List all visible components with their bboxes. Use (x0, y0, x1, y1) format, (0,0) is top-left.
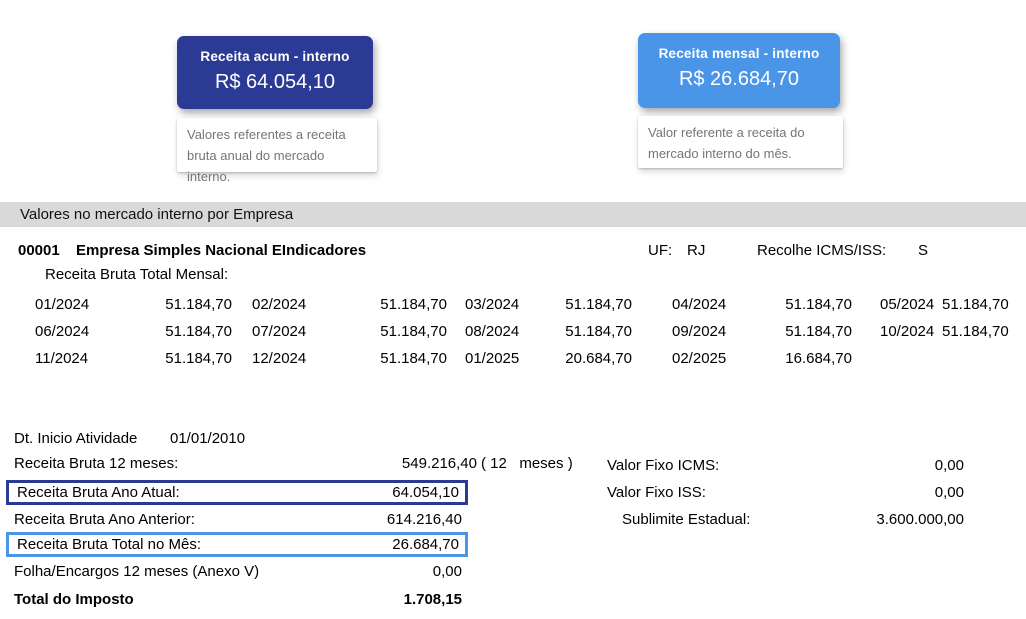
folha-encargos-value: 0,00 (432, 563, 462, 580)
card-accumulated-revenue[interactable] (177, 36, 373, 109)
folha-encargos-label: Folha/Encargos 12 meses (Anexo V) (14, 563, 260, 580)
dt-inicio-atividade-label: Dt. Inicio Atividade (14, 430, 138, 447)
value-cell: 51.184,70 (565, 296, 632, 313)
value-cell: 51.184,70 (942, 296, 1009, 313)
recolhe-icms-iss-value: S (918, 242, 929, 259)
valor-fixo-icms-value: 0,00 (934, 457, 964, 474)
highlight-box-receita-total-mes (6, 532, 468, 557)
card-accumulated-value: R$ 64.054,10 (214, 71, 336, 93)
card-monthly-value: R$ 26.684,70 (678, 68, 800, 90)
company-code: 00001 (18, 242, 60, 259)
card-accumulated-description: Valores referentes a receita bruta anual do mercado interno. (177, 118, 377, 172)
sublimite-estadual-label: Sublimite Estadual: (622, 511, 751, 528)
uf-value: RJ (687, 242, 706, 259)
receita-12-meses-label: Receita Bruta 12 meses: (14, 455, 179, 472)
value-cell (942, 345, 1005, 372)
month-cell: 10/2024 (880, 323, 935, 340)
month-cell: 08/2024 (465, 323, 520, 340)
month-cell: 03/2024 (465, 296, 520, 313)
card-monthly-description: Valor referente a receita do mercado interno do mês. (638, 116, 843, 168)
receita-ano-anterior-label: Receita Bruta Ano Anterior: (14, 511, 195, 528)
receita-12-meses-value: 549.216,40 (401, 455, 477, 472)
value-cell: 51.184,70 (942, 323, 1009, 340)
receita-12-meses-suffix: ( 12 meses ) (481, 455, 573, 472)
value-cell: 51.184,70 (165, 323, 232, 340)
uf-label: UF: (648, 242, 673, 259)
value-cell: 51.184,70 (565, 323, 632, 340)
monthly-revenue-label: Receita Bruta Total Mensal: (45, 266, 229, 283)
value-cell: 51.184,70 (785, 323, 852, 340)
valor-fixo-icms-label: Valor Fixo ICMS: (607, 457, 720, 474)
month-cell: 07/2024 (252, 323, 307, 340)
value-cell: 51.184,70 (380, 296, 447, 313)
month-cell: 01/2024 (35, 296, 90, 313)
month-cell: 01/2025 (465, 350, 520, 367)
value-cell: 16.684,70 (785, 350, 852, 367)
receita-ano-anterior-value: 614.216,40 (386, 511, 462, 528)
dt-inicio-atividade-value: 01/01/2010 (170, 430, 246, 447)
receita-ano-atual-label: Receita Bruta Ano Atual: (17, 484, 180, 501)
value-cell: 51.184,70 (165, 350, 232, 367)
company-name: Empresa Simples Nacional EIndicadores (76, 242, 367, 259)
month-cell: 12/2024 (252, 350, 307, 367)
value-cell: 51.184,70 (380, 350, 447, 367)
month-cell: 04/2024 (672, 296, 727, 313)
month-cell: 02/2024 (252, 296, 307, 313)
recolhe-icms-iss-label: Recolhe ICMS/ISS: (757, 242, 887, 259)
section-header-title: Valores no mercado interno por Empresa (20, 206, 294, 223)
receita-ano-atual-value: 64.054,10 (392, 484, 459, 501)
value-cell: 51.184,70 (380, 323, 447, 340)
card-monthly-title: Receita mensal - interno (658, 46, 820, 61)
highlight-box-receita-ano-atual (6, 480, 468, 505)
month-cell: 11/2024 (35, 350, 89, 367)
monthly-revenue-table (35, 291, 1009, 372)
value-cell: 51.184,70 (785, 296, 852, 313)
month-cell (852, 345, 942, 372)
month-cell: 02/2025 (672, 350, 727, 367)
section-header-bar (0, 202, 1026, 227)
value-cell: 20.684,70 (565, 350, 632, 367)
card-accumulated-title: Receita acum - interno (200, 49, 350, 64)
card-monthly-revenue[interactable] (638, 33, 840, 108)
month-cell: 09/2024 (672, 323, 727, 340)
value-cell: 51.184,70 (165, 296, 232, 313)
valor-fixo-iss-value: 0,00 (934, 484, 964, 501)
month-cell: 06/2024 (35, 323, 90, 340)
total-imposto-value: 1.708,15 (403, 591, 462, 608)
receita-total-mes-value: 26.684,70 (392, 536, 459, 553)
valor-fixo-iss-label: Valor Fixo ISS: (607, 484, 706, 501)
month-cell: 05/2024 (880, 296, 935, 313)
receita-total-mes-label: Receita Bruta Total no Mês: (17, 536, 201, 553)
sublimite-estadual-value: 3.600.000,00 (876, 511, 964, 528)
total-imposto-label: Total do Imposto (14, 591, 134, 608)
